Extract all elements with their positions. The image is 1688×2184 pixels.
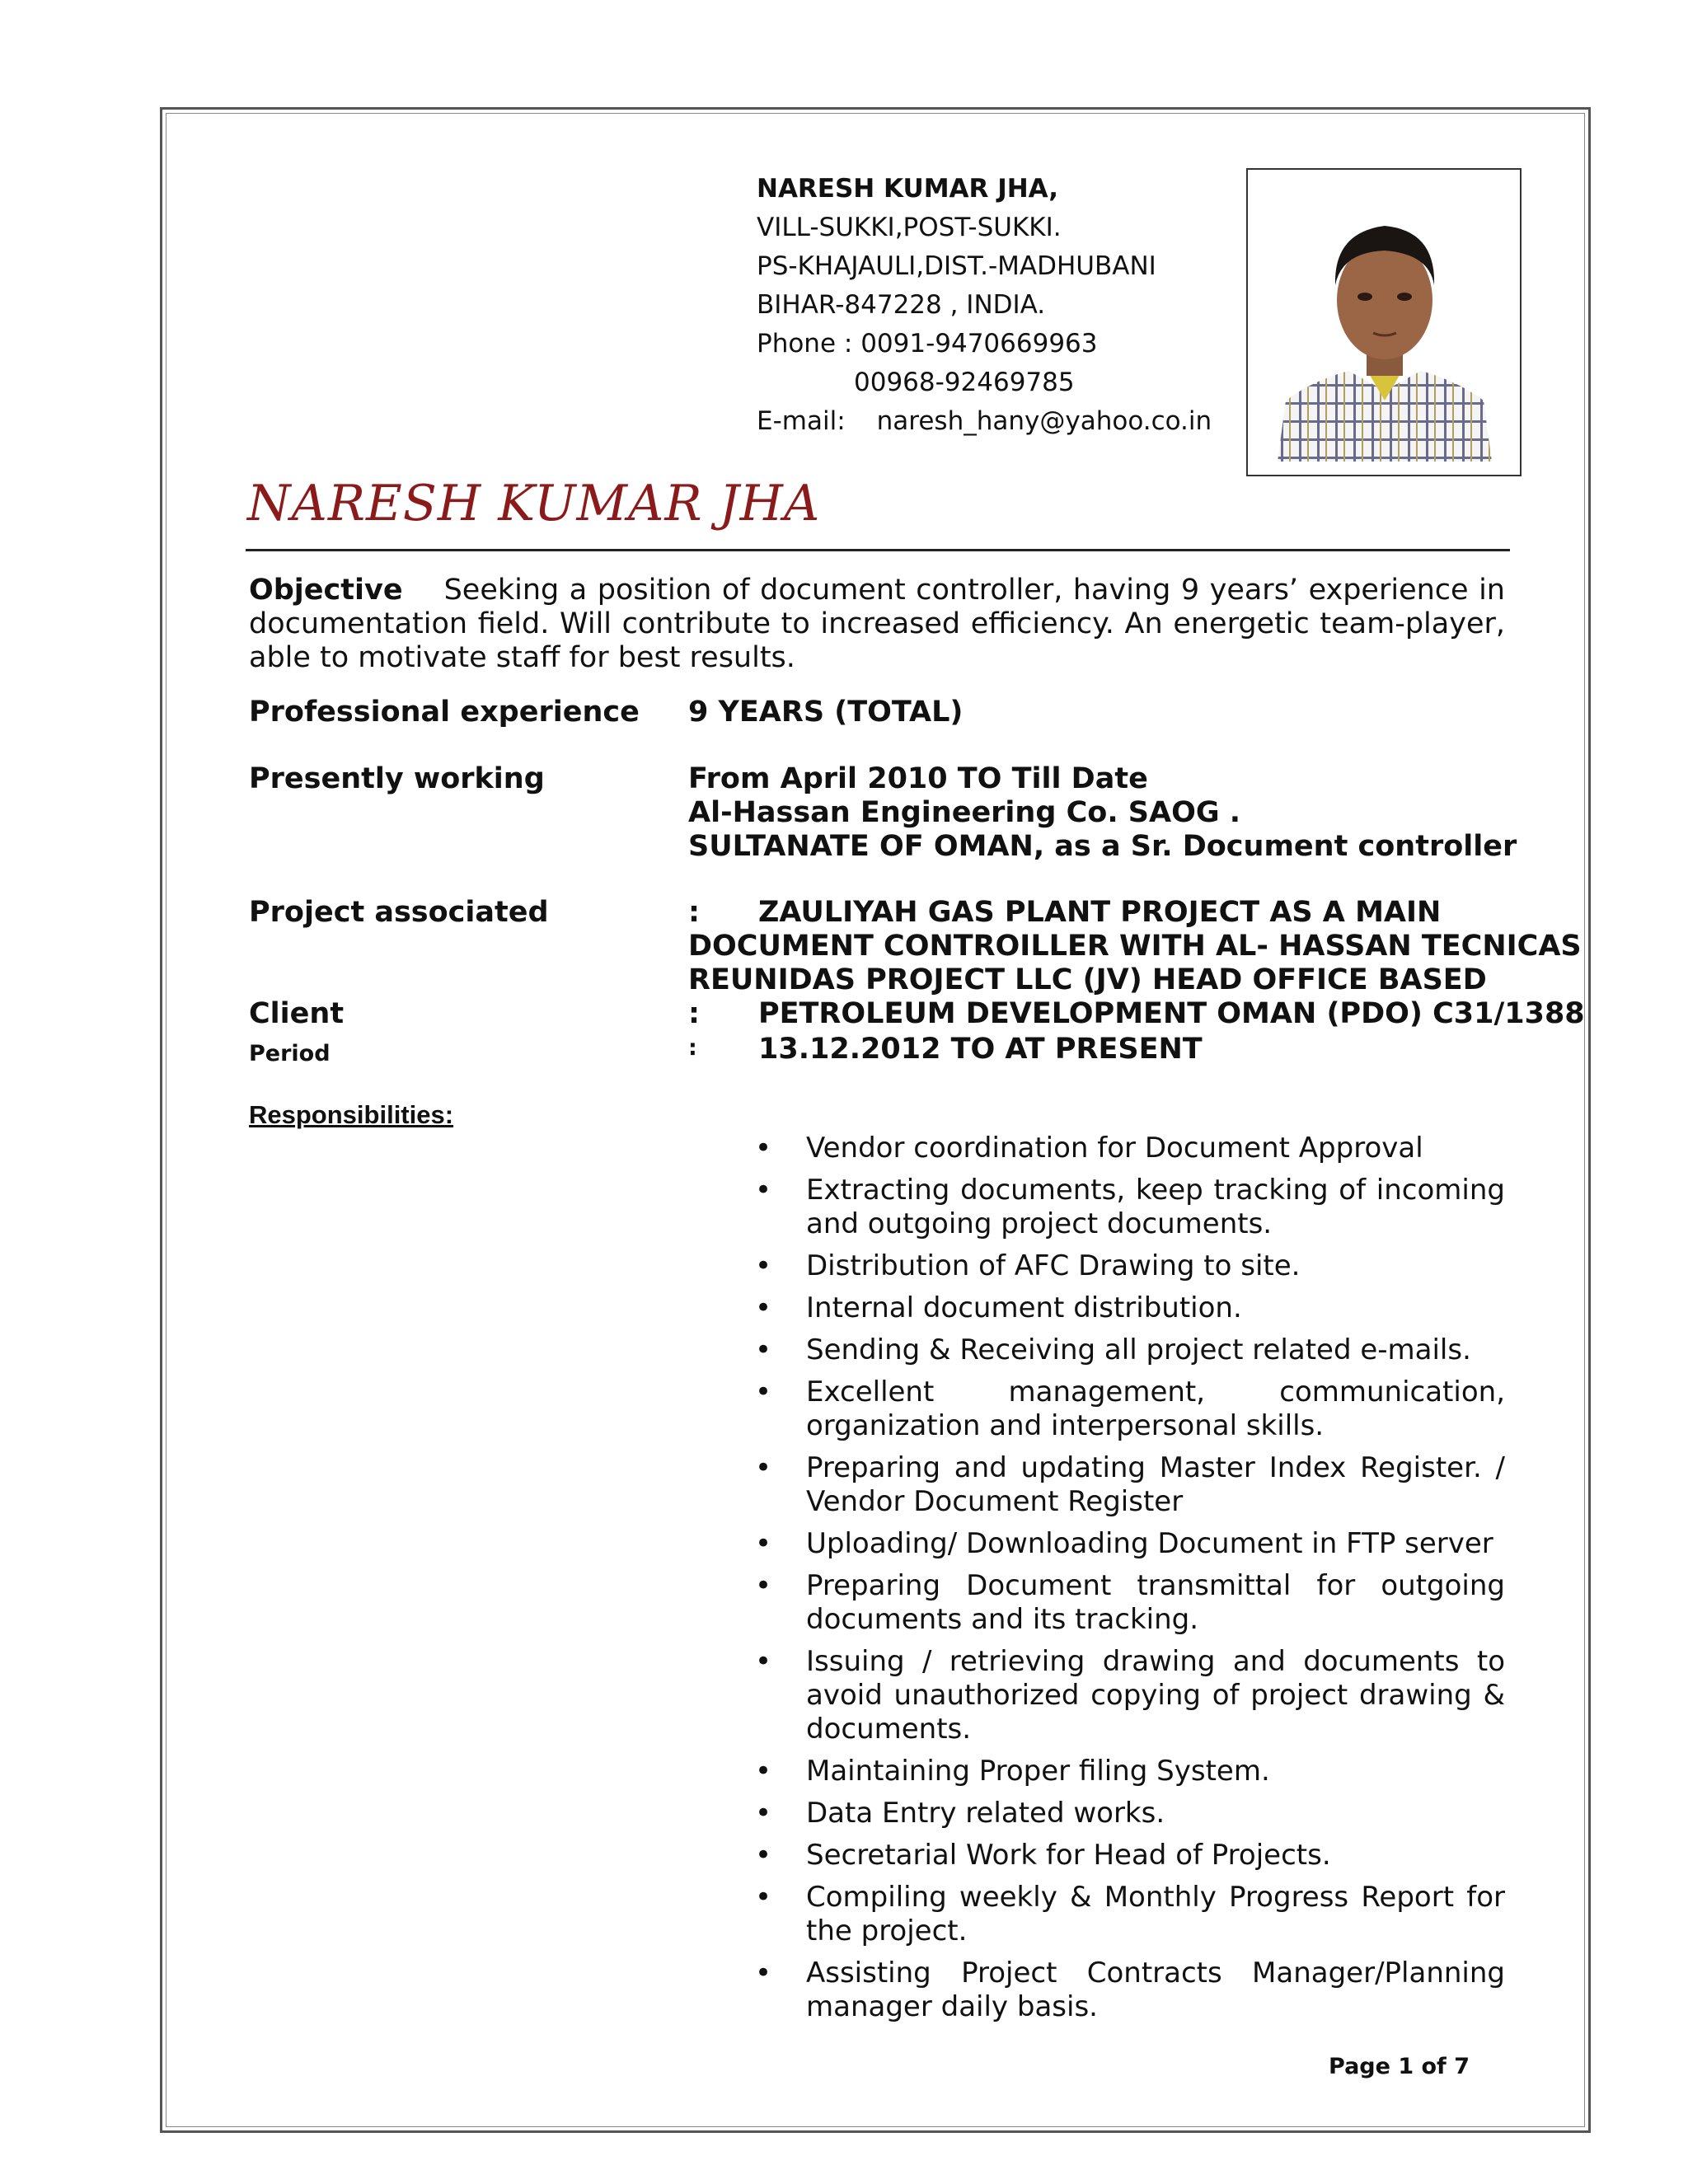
header-divider [246, 549, 1510, 551]
bullet-icon: • [755, 1881, 772, 1914]
list-item: • Preparing Document transmittal for outgoing documents and its tracking. [755, 1569, 1505, 1636]
email-value: naresh_hany@yahoo.co.in [876, 406, 1212, 436]
portrait-image [1263, 185, 1507, 462]
bullet-icon: • [755, 1527, 772, 1560]
experience-value: 9 YEARS (TOTAL) [688, 696, 964, 729]
phone-row-2 [757, 363, 1251, 402]
list-item: • Secretarial Work for Head of Projects. [755, 1839, 1331, 1872]
bullet-icon: • [755, 1132, 772, 1165]
phone-secondary: 00968-92469785 [854, 368, 1075, 397]
project-line-3: REUNIDAS PROJECT LLC (JV) HEAD OFFICE BASED [688, 963, 1487, 996]
bullet-icon: • [755, 1569, 772, 1602]
list-item: • Internal document distribution. [755, 1291, 1242, 1324]
bullet-icon: • [755, 1333, 772, 1366]
phone-row [757, 325, 1251, 363]
period-colon: : [688, 1035, 697, 1061]
bullet-icon: • [755, 1291, 772, 1324]
phone-primary: 0091-9470669963 [860, 329, 1098, 359]
contact-name: NARESH KUMAR JHA, [757, 174, 1059, 204]
project-colon: : [688, 896, 700, 929]
phone-label: Phone : [757, 329, 853, 359]
address-line-3: BIHAR-847228 , INDIA. [757, 290, 1046, 320]
present-label: Presently working [249, 762, 545, 795]
list-item: • Preparing and updating Master Index Register. / Vendor Document Register [755, 1451, 1505, 1518]
present-date: From April 2010 TO Till Date [688, 762, 1148, 795]
bullet-icon: • [755, 1376, 772, 1408]
responsibilities-list [755, 1132, 1505, 2032]
responsibilities-title: Responsibilities: [249, 1100, 454, 1129]
list-item: • Sending & Receiving all project related e-mails. [755, 1333, 1471, 1366]
page-number: Page 1 of 7 [1329, 2054, 1470, 2079]
list-item: • Distribution of AFC Drawing to site. [755, 1249, 1301, 1282]
list-item: • Vendor coordination for Document Approval [755, 1132, 1423, 1165]
list-item: • Assisting Project Contracts Manager/Planning manager daily basis. [755, 1957, 1505, 2023]
client-label: Client [249, 997, 345, 1030]
list-item: • Compiling weekly & Monthly Progress Report for the project. [755, 1881, 1505, 1947]
objective-text: Seeking a position of document controller, having 9 years’ experience in documentation field. Will contribute to increased efficiency. An energetic team-player, able to motivate staff for best results. [249, 574, 1505, 674]
bullet-icon: • [755, 1249, 772, 1282]
list-item: • Maintaining Proper filing System. [755, 1755, 1270, 1788]
experience-label: Professional experience [249, 696, 640, 729]
email-label: E-mail: [757, 406, 846, 436]
client-colon: : [688, 997, 700, 1030]
period-value: 13.12.2012 TO AT PRESENT [758, 1033, 1203, 1066]
profile-photo [1246, 168, 1522, 476]
project-label: Project associated [249, 896, 549, 929]
address-line-2: PS-KHAJAULI,DIST.-MADHUBANI [757, 251, 1156, 281]
project-line-2: DOCUMENT CONTROILLER WITH AL- HASSAN TECNICAS [688, 930, 1582, 963]
contact-block [757, 170, 1251, 441]
list-item: • Uploading/ Downloading Document in FTP server [755, 1527, 1493, 1560]
address-line-1: VILL-SUKKI,POST-SUKKI. [757, 213, 1062, 242]
client-value: PETROLEUM DEVELOPMENT OMAN (PDO) C31/1388 [758, 997, 1585, 1030]
bullet-icon: • [755, 1839, 772, 1872]
project-line-1: ZAULIYAH GAS PLANT PROJECT AS A MAIN [758, 896, 1442, 929]
list-item: • Excellent management, communication, organization and interpersonal skills. [755, 1376, 1505, 1442]
bullet-icon: • [755, 1797, 772, 1830]
resume-title-name: NARESH KUMAR JHA [247, 475, 821, 532]
bullet-icon: • [755, 1645, 772, 1678]
period-label: Period [249, 1041, 331, 1066]
list-item: • Data Entry related works. [755, 1797, 1165, 1830]
list-item: • Extracting documents, keep tracking of incoming and outgoing project documents. [755, 1174, 1505, 1240]
objective-section [249, 574, 1505, 675]
bullet-icon: • [755, 1755, 772, 1788]
list-item: • Issuing / retrieving drawing and documents to avoid unauthorized copying of project drawing & documents. [755, 1645, 1505, 1746]
bullet-icon: • [755, 1174, 772, 1207]
objective-label: Objective [249, 574, 403, 607]
bullet-icon: • [755, 1957, 772, 1990]
email-row [757, 402, 1251, 441]
bullet-icon: • [755, 1451, 772, 1484]
present-position: SULTANATE OF OMAN, as a Sr. Document controller [688, 830, 1517, 863]
present-company: Al-Hassan Engineering Co. SAOG . [688, 796, 1241, 829]
